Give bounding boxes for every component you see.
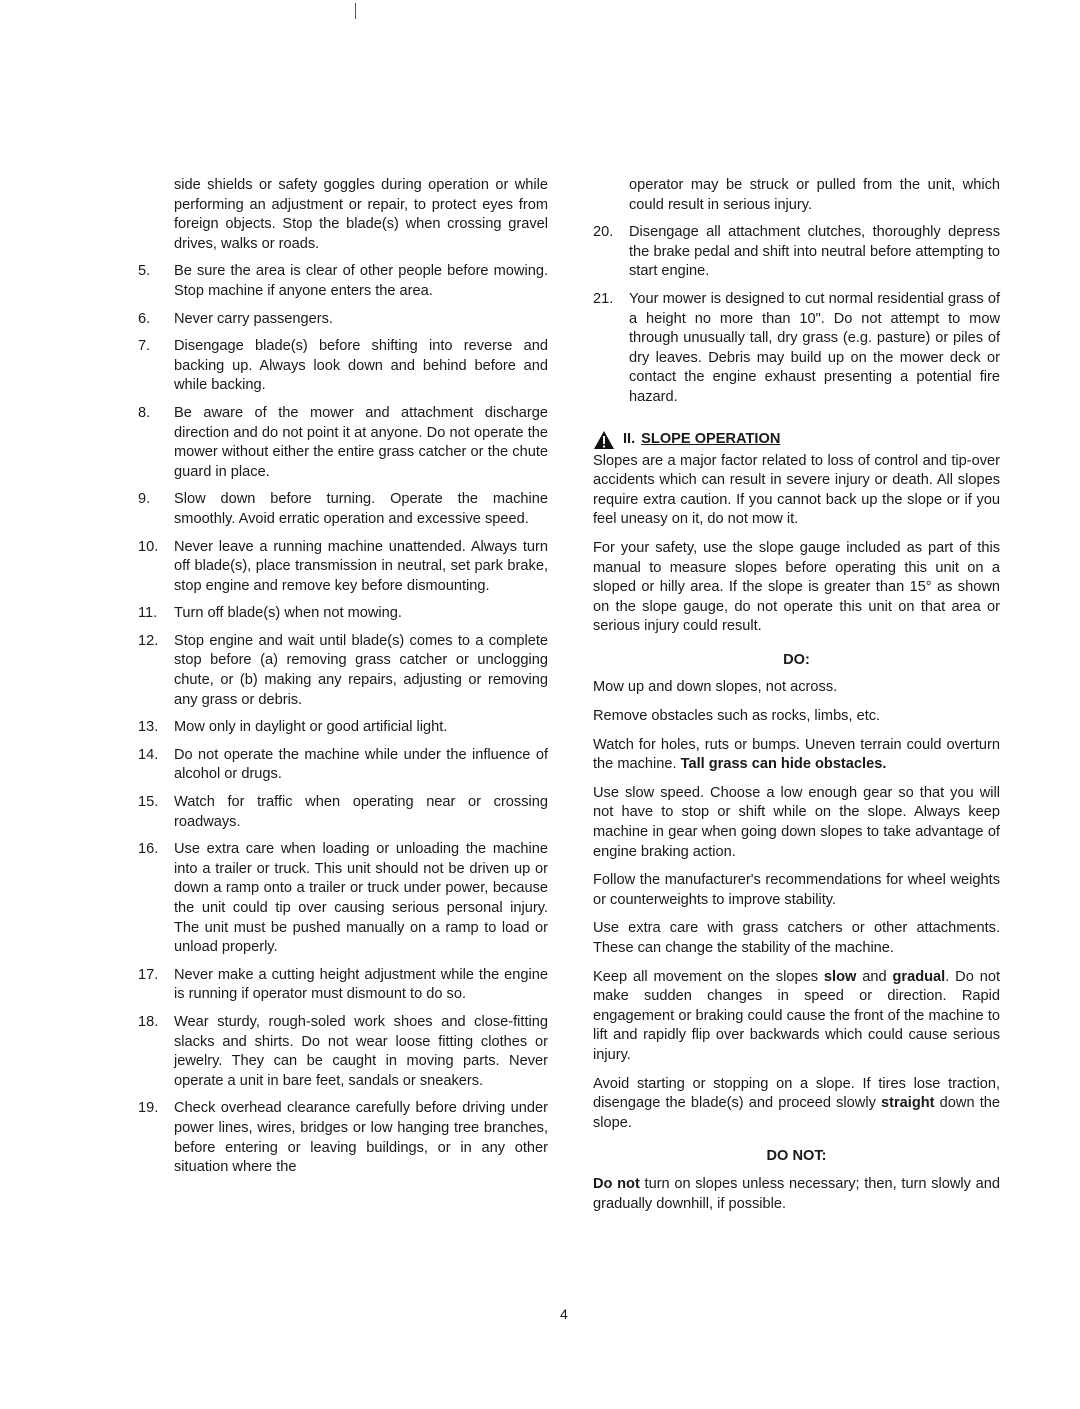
item-number: 16.	[138, 841, 159, 858]
item-number: 14.	[138, 746, 159, 763]
left-column	[138, 176, 548, 1186]
item-number: 18.	[138, 1013, 159, 1030]
do-text: Avoid starting or stopping on a slope. If tires lose traction, disengage the blade(s) and proceed slowly	[593, 1075, 1000, 1112]
item-text: Disengage all attachment clutches, thoroughly depress the brake pedal and shift into neutral before attempting to start engine.	[629, 224, 1000, 280]
item-number: 7.	[138, 338, 151, 355]
item-number: 19.	[138, 1100, 159, 1117]
item-text: Watch for traffic when operating near or crossing roadways.	[174, 794, 548, 830]
list-item	[138, 604, 548, 624]
item-number: 5.	[138, 263, 151, 280]
item-number: 8.	[138, 404, 151, 421]
right-safety-list	[593, 223, 1000, 407]
list-item	[138, 966, 548, 1005]
list-item	[593, 290, 1000, 408]
do-not-heading: DO NOT:	[766, 1148, 827, 1165]
do-emphasis: straight	[881, 1095, 935, 1112]
item-number: 20.	[593, 224, 614, 241]
list-item	[138, 840, 548, 958]
item-text: Do not operate the machine while under the influence of alcohol or drugs.	[174, 746, 548, 783]
page-number: 4	[560, 1306, 568, 1322]
do-text: . Do not make sudden changes in speed or direction. Rapid engagement or braking could cause the front of the machine to lift and rapidly flip over backwards which could cause serious injury.	[593, 968, 1001, 1063]
list-item	[138, 632, 548, 710]
item-text: Never make a cutting height adjustment while the engine is running if operator must dismount to do so.	[174, 966, 548, 1003]
do-not-emphasis: Do not	[593, 1175, 640, 1192]
do-item: Use slow speed. Choose a low enough gear so that you will not have to stop or shift while on the slope. Always keep machine in gear when going down slopes to take advantage of engine braking action.	[593, 784, 1000, 860]
warning-icon	[593, 430, 615, 450]
do-text: Watch for holes, ruts or bumps. Uneven terrain could overturn the machine.	[593, 736, 1000, 773]
list-item	[138, 490, 548, 529]
item-number: 11.	[138, 605, 158, 622]
right-continuation: operator may be struck or pulled from the unit, which could result in serious injury.	[629, 177, 1000, 213]
item-number: 10.	[138, 538, 159, 555]
list-item	[138, 404, 548, 482]
do-not-text: turn on slopes unless necessary; then, turn slowly and gradually downhill, if possible.	[593, 1175, 1000, 1212]
do-item	[593, 1075, 1000, 1134]
do-text: down the slope.	[593, 1095, 1000, 1131]
item-number: 17.	[138, 966, 159, 983]
do-item: Use extra care with grass catchers or other attachments. These can change the stability of the machine.	[593, 920, 1000, 956]
list-item	[138, 746, 548, 785]
slope-gauge-paragraph: For your safety, use the slope gauge included as part of this manual to measure slopes before operating this unit on a sloped or hilly area. If the slope is greater than 15° as shown on the slope gauge, do not operate this unit on that area or serious injury could result.	[593, 539, 1000, 635]
do-item: Remove obstacles such as rocks, limbs, etc.	[593, 708, 881, 725]
item-text: Turn off blade(s) when not mowing.	[174, 605, 402, 622]
item-text: Mow only in daylight or good artificial light.	[174, 719, 448, 736]
section-heading	[593, 430, 1000, 450]
item-text: Be sure the area is clear of other people before mowing. Stop machine if anyone enters the area.	[174, 263, 548, 299]
do-text: Keep all movement on the slopes	[593, 968, 818, 985]
intro-continuation: side shields or safety goggles during operation or while performing an adjustment or repair, to protect eyes from foreign objects. Stop the blade(s) when crossing gravel drives, walks or roads.	[174, 177, 548, 252]
item-number: 13.	[138, 719, 159, 736]
list-item	[138, 310, 548, 330]
item-text: Never carry passengers.	[174, 310, 333, 327]
section-title: SLOPE OPERATION	[641, 430, 781, 447]
item-number: 15.	[138, 794, 159, 811]
item-text: Wear sturdy, rough-soled work shoes and close-fitting slacks and shirts. Do not wear loose fitting clothes or jewelry. They can be caught in moving parts. Never operate a unit in bare feet, sandals or sneakers.	[174, 1013, 548, 1089]
item-text: Never leave a running machine unattended. Always turn off blade(s), place transmission in neutral, set park brake, stop engine and remove key before dismounting.	[174, 538, 548, 594]
list-item	[138, 1013, 548, 1091]
slope-intro: Slopes are a major factor related to loss of control and tip-over accidents which can result in severe injury or death. All slopes require extra caution. If you cannot back up the slope or if you feel uneasy on it, do not mow it.	[593, 452, 1000, 528]
item-text: Check overhead clearance carefully before driving under power lines, wires, bridges or low hanging tree branches, before entering or leaving buildings, or in any other situation where the	[174, 1100, 548, 1176]
do-heading: DO:	[783, 651, 810, 668]
do-not-item	[593, 1175, 1000, 1214]
do-emphasis: slow	[823, 968, 857, 985]
do-emphasis: Tall grass can hide obstacles.	[680, 756, 887, 773]
item-text: Stop engine and wait until blade(s) comes to a complete stop before (a) removing grass catcher or unclogging chute, or (b) making any repairs, adjusting or removing any grass or debris.	[174, 632, 548, 708]
item-number: 21.	[593, 290, 614, 307]
item-text: Disengage blade(s) before shifting into reverse and backing up. Always look down and behind before and while backing.	[174, 338, 548, 394]
do-emphasis: gradual	[892, 968, 946, 985]
do-item: Follow the manufacturer's recommendations for wheel weights or counterweights to improve stability.	[593, 872, 1000, 908]
item-text: Use extra care when loading or unloading the machine into a trailer or truck. This unit should not be driven up or down a ramp onto a trailer or truck under power, because the unit could tip over causing serious personal injury. The unit must be pushed manually on a ramp to load or unload properly.	[174, 841, 548, 956]
do-text: and	[862, 968, 887, 985]
item-text: Slow down before turning. Operate the machine smoothly. Avoid erratic operation and excessive speed.	[174, 491, 548, 527]
list-item	[593, 223, 1000, 282]
right-column	[593, 176, 1000, 1223]
section-number: II.	[623, 430, 636, 447]
item-text: Your mower is designed to cut normal residential grass of a height no more than 10". Do not attempt to mow through unusually tall, dry grass (e.g. pasture) or piles of dry leaves. Debris may build up on the mower deck or contact the engine exhaust presenting a potential fire hazard.	[629, 290, 1000, 405]
scan-mark	[355, 3, 356, 19]
do-item	[593, 968, 1000, 1066]
item-number: 12.	[138, 632, 159, 649]
list-item	[138, 718, 548, 738]
do-item: Mow up and down slopes, not across.	[593, 679, 838, 696]
list-item	[138, 538, 548, 597]
do-item	[593, 736, 1000, 775]
list-item	[138, 1099, 548, 1177]
item-text: Be aware of the mower and attachment discharge direction and do not point it at anyone. Do not operate the mower without either the entire grass catcher or the chute guard in place.	[174, 404, 548, 480]
left-safety-list	[138, 262, 548, 1177]
list-item	[138, 793, 548, 832]
list-item	[138, 262, 548, 301]
list-item	[138, 337, 548, 396]
item-number: 9.	[138, 491, 151, 508]
item-number: 6.	[138, 310, 151, 327]
